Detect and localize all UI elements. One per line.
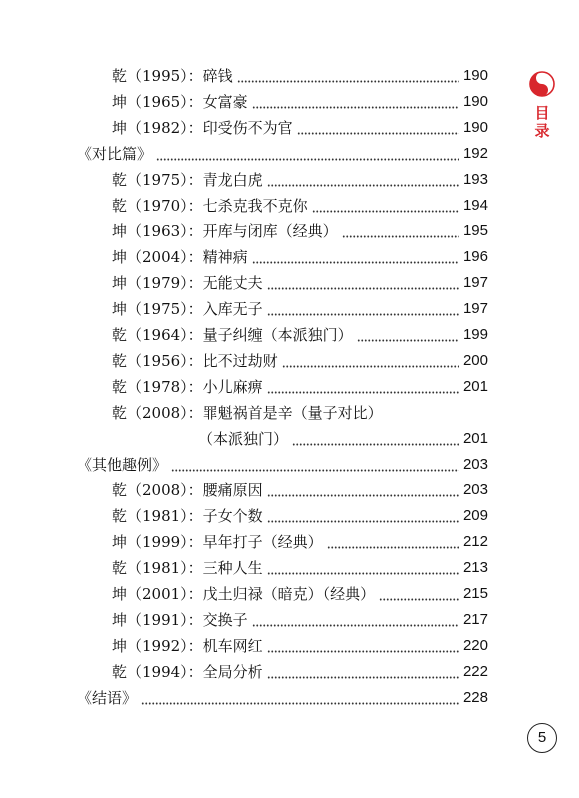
toc-page-number: 222	[462, 662, 488, 680]
toc-page-number: 196	[462, 248, 488, 266]
dot-leader	[252, 608, 459, 632]
toc-page-number: 192	[462, 144, 488, 162]
dot-leader	[312, 194, 459, 218]
toc-page-number: 190	[462, 92, 488, 110]
toc-entry-row[interactable]	[0, 427, 579, 451]
toc-entry-title: （本派独门）	[198, 427, 290, 451]
toc-entry-title: 坤（1992）：机车网红	[112, 634, 265, 658]
toc-section-title: 《对比篇》	[77, 142, 154, 166]
toc-page-number: 194	[462, 196, 488, 214]
toc-entry-title: 乾（1981）：子女个数	[112, 504, 265, 528]
dot-leader	[282, 349, 459, 373]
dot-leader	[357, 323, 459, 347]
dot-leader	[252, 245, 459, 269]
page-number: 5	[527, 723, 557, 753]
dot-leader	[292, 427, 459, 451]
toc-entry-title: 乾（1981）：三种人生	[112, 556, 265, 580]
toc-entry-title: 坤（1999）：早年打子（经典）	[112, 530, 325, 554]
dot-leader	[171, 453, 459, 477]
toc-entry-title: 乾（1994）：全局分析	[112, 660, 265, 684]
toc-entry-row[interactable]	[0, 556, 579, 580]
toc-page-number: 203	[462, 455, 488, 473]
toc-entry-row[interactable]	[0, 608, 579, 632]
toc-entry-title: 乾（2008）：腰痛原因	[112, 478, 265, 502]
toc-entry-title: 坤（1982）：印受伤不为官	[112, 116, 295, 140]
dot-leader	[342, 219, 459, 243]
dot-leader	[141, 686, 459, 710]
toc-page-number: 195	[462, 222, 488, 240]
toc-entry-row[interactable]	[0, 245, 579, 269]
toc-page-number: 201	[462, 377, 488, 395]
dot-leader	[327, 530, 459, 554]
dot-leader	[267, 556, 459, 580]
dot-leader	[267, 634, 459, 658]
toc-entry-title: 坤（1991）：交换子	[112, 608, 250, 632]
toc-page-number: 203	[462, 481, 488, 499]
toc-entry-row[interactable]	[0, 219, 579, 243]
toc-entry-row[interactable]	[0, 582, 579, 606]
toc-entry-row[interactable]	[0, 660, 579, 684]
toc-page-number: 200	[462, 351, 488, 369]
toc-page-number: 190	[462, 118, 488, 136]
section-tab-label: 目录	[534, 104, 550, 140]
toc-entry-title: 乾（1970）：七杀克我不克你	[112, 194, 310, 218]
toc-section-title: 《结语》	[77, 686, 139, 710]
dot-leader	[267, 660, 459, 684]
toc-entry-row[interactable]	[0, 271, 579, 295]
dot-leader	[267, 478, 459, 502]
dot-leader	[267, 375, 459, 399]
dot-leader	[267, 504, 459, 528]
toc-page-number: 217	[462, 610, 488, 628]
toc-page-number: 212	[462, 533, 488, 551]
toc-section-row[interactable]	[0, 453, 579, 477]
toc-entry-row[interactable]	[0, 323, 579, 347]
toc-section-row[interactable]	[0, 142, 579, 166]
toc-entry-title: 乾（1978）：小儿麻痹	[112, 375, 265, 399]
toc-page-number: 220	[462, 636, 488, 654]
toc-section-row[interactable]	[0, 686, 579, 710]
toc-entry-title: 坤（2001）：戊土归禄（暗克）（经典）	[112, 582, 377, 606]
dot-leader	[252, 90, 459, 114]
toc-page-number: 199	[462, 326, 488, 343]
toc-page-number: 190	[462, 67, 488, 84]
dot-leader	[237, 64, 459, 88]
toc-entry-title: 坤（1965）：女富豪	[112, 90, 250, 114]
toc-entry-row[interactable]	[0, 116, 579, 140]
toc-entry-title: 乾（1975）：青龙白虎	[112, 168, 265, 192]
toc-page-number: 201	[462, 429, 488, 447]
toc-entry-title: 乾（1964）：量子纠缠（本派独门）	[112, 323, 355, 347]
toc-page-number: 228	[462, 688, 488, 706]
toc-page-number: 215	[462, 585, 488, 602]
toc-entry-row[interactable]	[0, 349, 579, 373]
toc-entry-row[interactable]	[0, 478, 579, 502]
toc-page-number: 209	[462, 507, 488, 525]
yin-yang-icon	[528, 70, 556, 98]
toc-entry-row[interactable]	[0, 530, 579, 554]
toc-entry-row[interactable]	[0, 375, 579, 399]
dot-leader	[267, 271, 459, 295]
section-tab	[527, 70, 557, 140]
toc-entry-row[interactable]	[0, 64, 579, 88]
toc-entry-title: 坤（2004）：精神病	[112, 245, 250, 269]
dot-leader	[297, 116, 459, 140]
toc-page-number: 197	[462, 274, 488, 292]
toc-entry-title: 坤（1975）：入库无子	[112, 297, 265, 321]
toc-page-number: 197	[462, 300, 488, 318]
toc-page-number: 193	[462, 170, 488, 188]
toc-entry-title: 乾（2008）：罪魁祸首是辛（量子对比）	[112, 401, 385, 425]
dot-leader	[379, 582, 459, 606]
toc-entry-row[interactable]	[0, 168, 579, 192]
toc-entry-row[interactable]	[0, 401, 579, 425]
dot-leader	[156, 142, 459, 166]
toc-entry-title: 乾（1995）：碎钱	[112, 64, 235, 88]
toc-page-number: 213	[462, 559, 488, 577]
toc-entry-row[interactable]	[0, 504, 579, 528]
toc-entry-row[interactable]	[0, 297, 579, 321]
toc-entry-row[interactable]	[0, 90, 579, 114]
dot-leader	[267, 297, 459, 321]
toc-entry-title: 坤（1963）：开库与闭库（经典）	[112, 219, 340, 243]
toc-entry-title: 坤（1979）：无能丈夫	[112, 271, 265, 295]
toc-entry-row[interactable]	[0, 634, 579, 658]
toc-entry-title: 乾（1956）：比不过劫财	[112, 349, 280, 373]
toc-entry-row[interactable]	[0, 194, 579, 218]
toc-section-title: 《其他趣例》	[77, 453, 169, 477]
dot-leader	[267, 168, 459, 192]
